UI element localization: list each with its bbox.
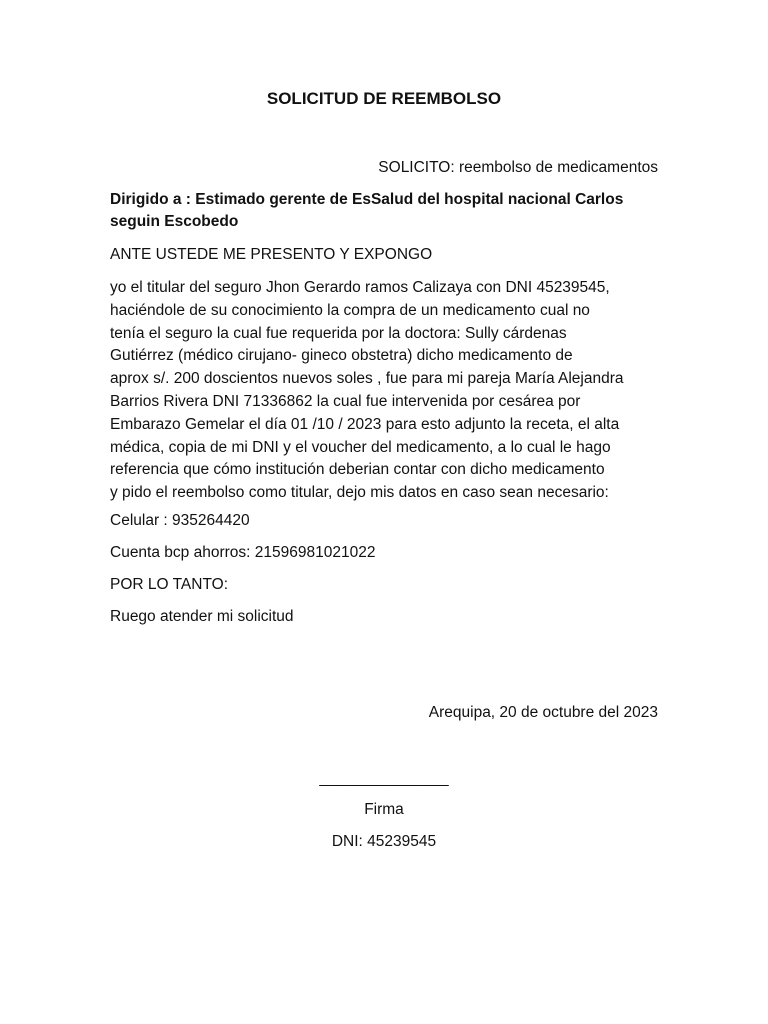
body-line: y pido el reembolso como titular, dejo mis datos en caso sean necesario: bbox=[110, 484, 609, 502]
body-line: tenía el seguro la cual fue requerida por la doctora: Sully cárdenas bbox=[110, 324, 567, 342]
body-line: referencia que cómo institución deberian contar con dicho medicamento bbox=[110, 461, 605, 479]
date-line: Arequipa, 20 de octubre del 2023 bbox=[428, 704, 658, 721]
cuenta-line: Cuenta bcp ahorros: 21596981021022 bbox=[110, 544, 376, 561]
body-line: aprox s/. 200 doscientos nuevos soles , fue para mi pareja María Alejandra bbox=[110, 370, 624, 388]
document-title: SOLICITUD DE REEMBOLSO bbox=[266, 89, 502, 108]
body-line: haciéndole de su conocimiento la compra de un medicamento cual no bbox=[110, 301, 590, 319]
dirigido-line-1: Dirigido a : Estimado gerente de EsSalud del hospital nacional Carlos bbox=[110, 191, 624, 208]
dni-label: DNI: 45239545 bbox=[331, 833, 437, 850]
celular-line: Celular : 935264420 bbox=[110, 512, 250, 529]
ruego-line: Ruego atender mi solicitud bbox=[110, 608, 294, 625]
body-paragraph bbox=[110, 277, 670, 505]
body-line: médica, copia de mi DNI y el voucher del medicamento, a lo cual le hago bbox=[110, 438, 611, 456]
body-line: Gutiérrez (médico cirujano- gineco obstetra) dicho medicamento de bbox=[110, 347, 573, 365]
body-line: yo el titular del seguro Jhon Gerardo ramos Calizaya con DNI 45239545, bbox=[110, 279, 610, 296]
body-line: Embarazo Gemelar el día 01 /10 / 2023 para esto adjunto la receta, el alta bbox=[110, 415, 620, 433]
ante-heading: ANTE USTEDE ME PRESENTO Y EXPONGO bbox=[110, 246, 433, 263]
body-line: Barrios Rivera DNI 71336862 la cual fue intervenida por cesárea por bbox=[110, 392, 581, 410]
signature-line: _______________ bbox=[319, 770, 449, 787]
solicito-line: SOLICITO: reembolso de medicamentos bbox=[378, 159, 658, 176]
firma-label: Firma bbox=[364, 801, 404, 818]
por-lo-tanto-line: POR LO TANTO: bbox=[110, 576, 228, 593]
dirigido-line-2: seguin Escobedo bbox=[110, 213, 239, 230]
